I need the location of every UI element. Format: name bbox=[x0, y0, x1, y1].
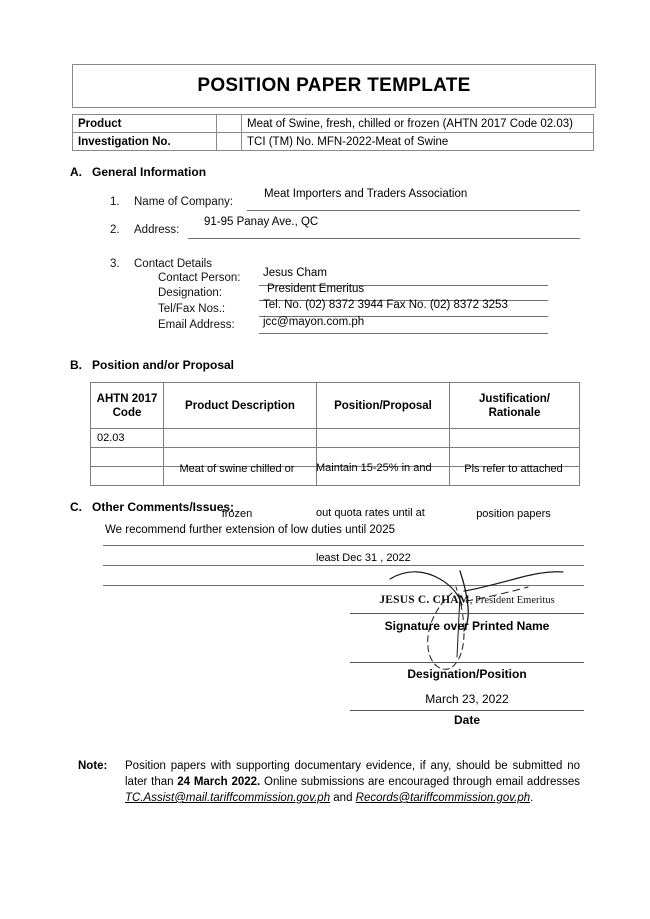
investigation-separator bbox=[217, 133, 242, 151]
header-info-table bbox=[72, 114, 594, 151]
position-line-1: Maintain 15-25% in and bbox=[316, 462, 432, 474]
section-b-letter: B. bbox=[70, 358, 82, 372]
product-label: Product bbox=[73, 115, 217, 133]
note-deadline: 24 March 2022. bbox=[177, 776, 261, 788]
justification-line-1: Justification/ bbox=[479, 392, 550, 405]
justification-value-line-2: position papers bbox=[476, 508, 551, 520]
note-conjunction: and bbox=[330, 792, 356, 804]
telfax-label: Tel/Fax Nos.: bbox=[158, 303, 226, 315]
column-header-product-description: Product Description bbox=[164, 383, 317, 429]
printed-name-rest: , President Emeritus bbox=[469, 595, 555, 606]
table-row bbox=[73, 115, 594, 133]
section-a-letter: A. bbox=[70, 165, 82, 179]
note-email-1[interactable]: TC.Assist@mail.tariffcommission.gov.ph bbox=[125, 792, 331, 804]
position-line-3: least Dec 31 , 2022 bbox=[316, 552, 411, 564]
email-label: Email Address: bbox=[158, 319, 235, 331]
column-header-ahtn-code bbox=[91, 383, 164, 429]
investigation-value: TCI (TM) No. MFN-2022-Meat of Swine bbox=[242, 133, 594, 151]
document-title-box bbox=[72, 64, 596, 108]
date-caption: Date bbox=[453, 713, 480, 727]
designation-value: President Emeritus bbox=[267, 283, 365, 295]
contact-person-value: Jesus Cham bbox=[263, 267, 327, 279]
page-title: POSITION PAPER TEMPLATE bbox=[197, 75, 471, 96]
email-rule bbox=[259, 333, 548, 334]
justification-line-2: Rationale bbox=[488, 406, 541, 419]
cell-empty bbox=[91, 448, 164, 467]
section-c-letter: C. bbox=[70, 500, 82, 514]
contact-person-label: Contact Person: bbox=[158, 272, 241, 284]
comments-rule-3 bbox=[103, 585, 584, 586]
note-part-1: Position papers with supporting documentary evidence, if any, should be submitted no later than bbox=[125, 760, 580, 788]
product-value: Meat of Swine, fresh, chilled or frozen (AHTN 2017 Code 02.03) bbox=[242, 115, 594, 133]
comments-rule-1 bbox=[103, 545, 584, 546]
company-name-rule bbox=[247, 210, 580, 211]
item-1-label: Name of Company: bbox=[134, 196, 234, 208]
signature-caption: Signature over Printed Name bbox=[384, 619, 550, 633]
table-header-row bbox=[91, 383, 580, 429]
investigation-label: Investigation No. bbox=[73, 133, 217, 151]
note-part-2: Online submissions are encouraged through email addresses bbox=[260, 776, 580, 788]
other-comments-value: We recommend further extension of low duties until 2025 bbox=[105, 524, 395, 536]
item-1-number: 1. bbox=[110, 196, 120, 208]
email-value: jcc@mayon.com.ph bbox=[263, 316, 365, 328]
company-name-value: Meat Importers and Traders Association bbox=[264, 188, 468, 200]
designation-line bbox=[350, 662, 584, 663]
note-block bbox=[78, 758, 580, 806]
product-description-line-1: Meat of swine chilled or bbox=[179, 463, 295, 475]
designation-label: Designation: bbox=[158, 287, 222, 299]
position-line-2: out quota rates until at bbox=[316, 507, 425, 519]
item-2-number: 2. bbox=[110, 224, 120, 236]
telfax-value: Tel. No. (02) 8372 3944 Fax No. (02) 8372 3253 bbox=[263, 299, 508, 311]
value-position-proposal bbox=[316, 431, 450, 596]
date-line bbox=[350, 710, 584, 711]
section-a-title: General Information bbox=[92, 165, 207, 179]
section-b-title: Position and/or Proposal bbox=[92, 358, 235, 372]
address-rule bbox=[188, 238, 580, 239]
note-period: . bbox=[530, 792, 534, 804]
address-value: 91-95 Panay Ave., QC bbox=[204, 216, 319, 228]
printed-name bbox=[350, 594, 584, 606]
note-email-2[interactable]: Records@tariffcommission.gov.ph bbox=[355, 792, 531, 804]
item-3-number: 3. bbox=[110, 258, 120, 270]
table-row bbox=[73, 133, 594, 151]
signature-line bbox=[350, 613, 584, 614]
comments-rule-2 bbox=[103, 565, 584, 566]
designation-caption: Designation/Position bbox=[407, 667, 527, 681]
ahtn-code-line-2: Code bbox=[112, 406, 142, 419]
note-label: Note: bbox=[78, 760, 108, 772]
section-b-heading bbox=[70, 358, 234, 372]
justification-value-line-1: Pls refer to attached bbox=[464, 463, 563, 475]
item-2-label: Address: bbox=[134, 224, 180, 236]
product-description-line-2: frozen bbox=[221, 508, 253, 520]
item-3-label: Contact Details bbox=[134, 258, 212, 270]
cell-empty bbox=[91, 467, 164, 486]
date-value: March 23, 2022 bbox=[425, 692, 509, 706]
printed-name-bold: JESUS C. CHAM bbox=[379, 594, 470, 606]
column-header-justification bbox=[450, 383, 580, 429]
value-justification bbox=[447, 432, 580, 552]
ahtn-code-line-1: AHTN 2017 bbox=[96, 392, 158, 405]
value-ahtn-code: 02.03 bbox=[97, 432, 125, 444]
column-header-position-proposal: Position/Proposal bbox=[317, 383, 450, 429]
note-body bbox=[125, 758, 580, 806]
section-a-heading bbox=[70, 165, 206, 179]
section-c-title: Other Comments/Issues: bbox=[92, 500, 235, 514]
section-c-heading bbox=[70, 500, 234, 514]
product-separator bbox=[217, 115, 242, 133]
